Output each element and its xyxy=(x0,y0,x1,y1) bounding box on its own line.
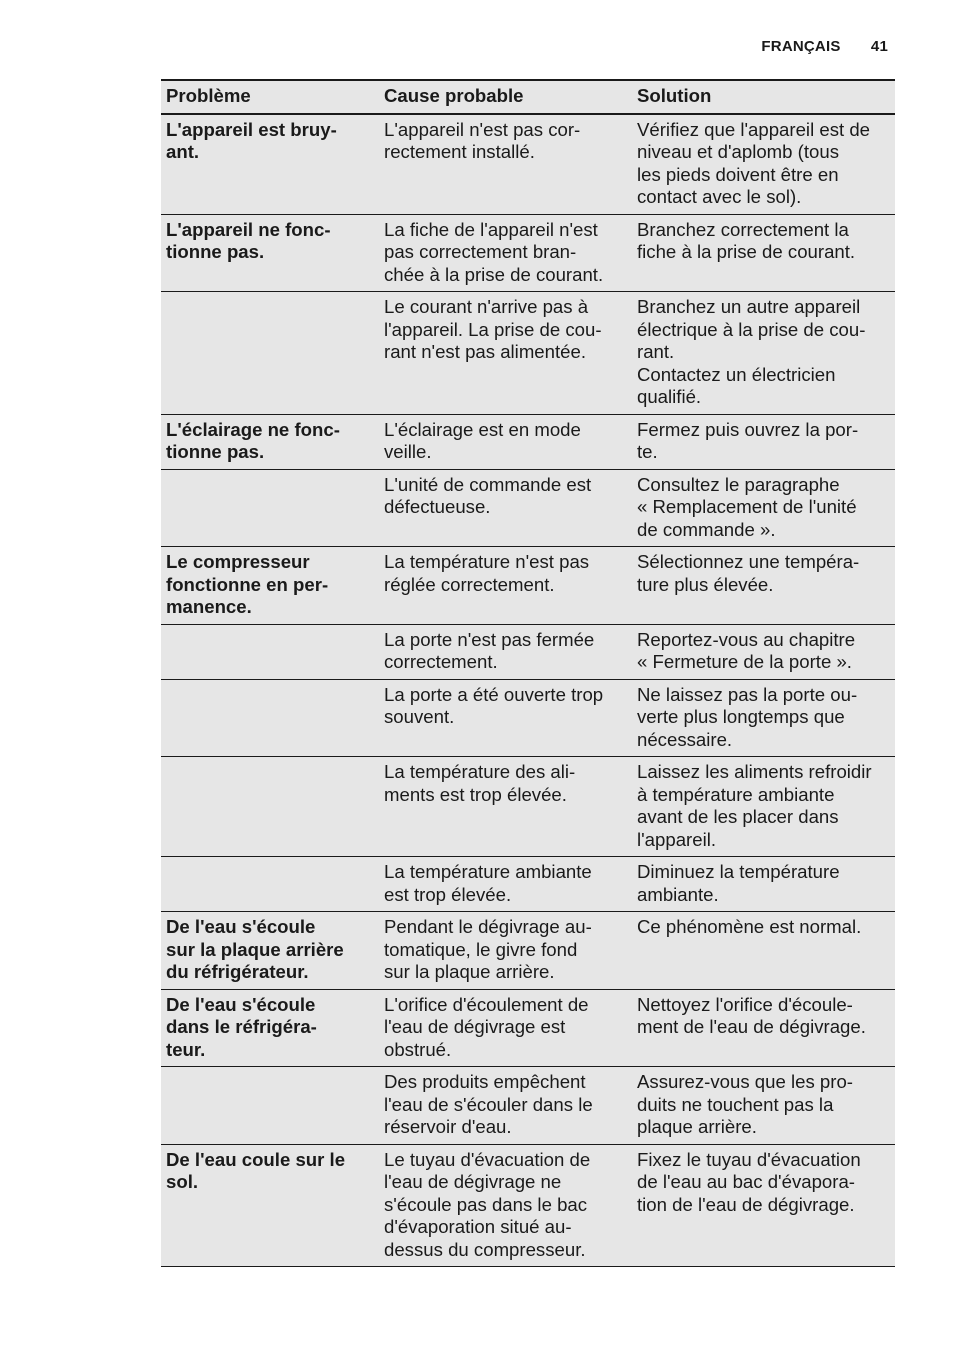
table-row xyxy=(161,214,895,292)
problem-cell xyxy=(161,624,379,679)
table-row xyxy=(161,292,895,415)
solution-cell: Ce phénomène est normal. xyxy=(637,916,862,937)
table-row xyxy=(161,679,895,757)
cause-cell: La température n'est pas réglée correctement. xyxy=(384,551,590,595)
cause-cell: La porte a été ouverte trop souvent. xyxy=(384,683,604,727)
cause-cell: L'unité de commande est défectueuse. xyxy=(384,473,592,517)
solution-cell: Vérifiez que l'appareil est de niveau et d'aplomb (tous les pieds doivent être en contact avec le sol). xyxy=(637,118,871,207)
cause-cell: Pendant le dégivrage au- tomatique, le givre fond sur la plaque arrière. xyxy=(384,916,592,982)
column-header-solution: Solution xyxy=(637,85,712,106)
cause-cell: L'éclairage est en mode veille. xyxy=(384,418,581,462)
problem-cell: De l'eau s'écoule dans le réfrigéra- teur. xyxy=(166,993,317,1060)
solution-cell: Branchez correctement la fiche à la prise de courant. xyxy=(637,218,856,262)
cause-cell: Le courant n'arrive pas à l'appareil. La prise de cou- rant n'est pas alimentée. xyxy=(384,296,602,362)
column-header-cause: Cause probable xyxy=(384,85,524,106)
problem-cell xyxy=(161,857,379,912)
cause-cell: La température des ali- ments est trop élevée. xyxy=(384,761,576,805)
table-row xyxy=(161,989,895,1067)
cause-cell: Le tuyau d'évacuation de l'eau de dégivrage ne s'écoule pas dans le bac d'évaporation situé au- dessus du compresseur. xyxy=(384,1148,591,1260)
cause-cell: La fiche de l'appareil n'est pas correctement bran- chée à la prise de courant. xyxy=(384,218,604,285)
cause-cell: L'appareil n'est pas cor- rectement installé. xyxy=(384,118,581,162)
troubleshooting-table xyxy=(161,79,895,1267)
problem-cell: De l'eau coule sur le sol. xyxy=(166,1148,346,1192)
solution-cell: Assurez-vous que les pro- duits ne touchent pas la plaque arrière. xyxy=(637,1071,853,1137)
solution-cell: Ne laissez pas la porte ou- verte plus longtemps que nécessaire. xyxy=(637,683,858,750)
solution-cell: Fixez le tuyau d'évacuation de l'eau au bac d'évapora- tion de l'eau de dégivrage. xyxy=(637,1148,861,1215)
table-row xyxy=(161,857,895,912)
solution-cell: Consultez le paragraphe « Remplacement de l'unité de commande ». xyxy=(637,473,857,540)
problem-cell xyxy=(161,1067,379,1145)
solution-cell: Branchez un autre appareil électrique à la prise de cou- rant. Contactez un électricien qualifié. xyxy=(637,296,866,407)
solution-cell: Nettoyez l'orifice d'écoule- ment de l'eau de dégivrage. xyxy=(637,993,866,1037)
table-row xyxy=(161,1067,895,1145)
problem-cell: L'appareil est bruy- ant. xyxy=(166,118,337,162)
table-row xyxy=(161,757,895,857)
problem-cell: L'appareil ne fonc- tionne pas. xyxy=(166,218,331,262)
solution-cell: Reportez-vous au chapitre « Fermeture de la porte ». xyxy=(637,628,856,672)
problem-cell xyxy=(161,757,379,857)
problem-cell: De l'eau s'écoule sur la plaque arrière du réfrigérateur. xyxy=(166,916,344,982)
problem-cell: Le compresseur fonctionne en per- manence. xyxy=(166,551,329,617)
problem-cell xyxy=(161,679,379,757)
page-number: 41 xyxy=(870,38,888,55)
cause-cell: L'orifice d'écoulement de l'eau de dégivrage est obstrué. xyxy=(384,993,589,1060)
column-header-problem: Problème xyxy=(166,85,251,106)
table-row xyxy=(161,114,895,215)
table-row xyxy=(161,469,895,547)
cause-cell: La température ambiante est trop élevée. xyxy=(384,861,592,905)
table-header-row xyxy=(161,80,895,114)
table-row xyxy=(161,624,895,679)
problem-cell xyxy=(161,292,379,415)
table-row xyxy=(161,547,895,625)
cause-cell: Des produits empêchent l'eau de s'écouler dans le réservoir d'eau. xyxy=(384,1071,593,1137)
solution-cell: Sélectionnez une tempéra- ture plus élevée. xyxy=(637,551,860,595)
solution-cell: Diminuez la température ambiante. xyxy=(637,861,840,905)
solution-cell: Laissez les aliments refroidir à température ambiante avant de les placer dans l'appareil. xyxy=(637,761,872,850)
section-language: FRANÇAIS xyxy=(761,38,841,55)
cause-cell: La porte n'est pas fermée correctement. xyxy=(384,628,595,672)
problem-cell: L'éclairage ne fonc- tionne pas. xyxy=(166,418,340,462)
table-row xyxy=(161,912,895,990)
table-row xyxy=(161,1144,895,1267)
table-row xyxy=(161,414,895,469)
problem-cell xyxy=(161,469,379,547)
page-header xyxy=(761,38,888,55)
solution-cell: Fermez puis ouvrez la por- te. xyxy=(637,418,859,462)
